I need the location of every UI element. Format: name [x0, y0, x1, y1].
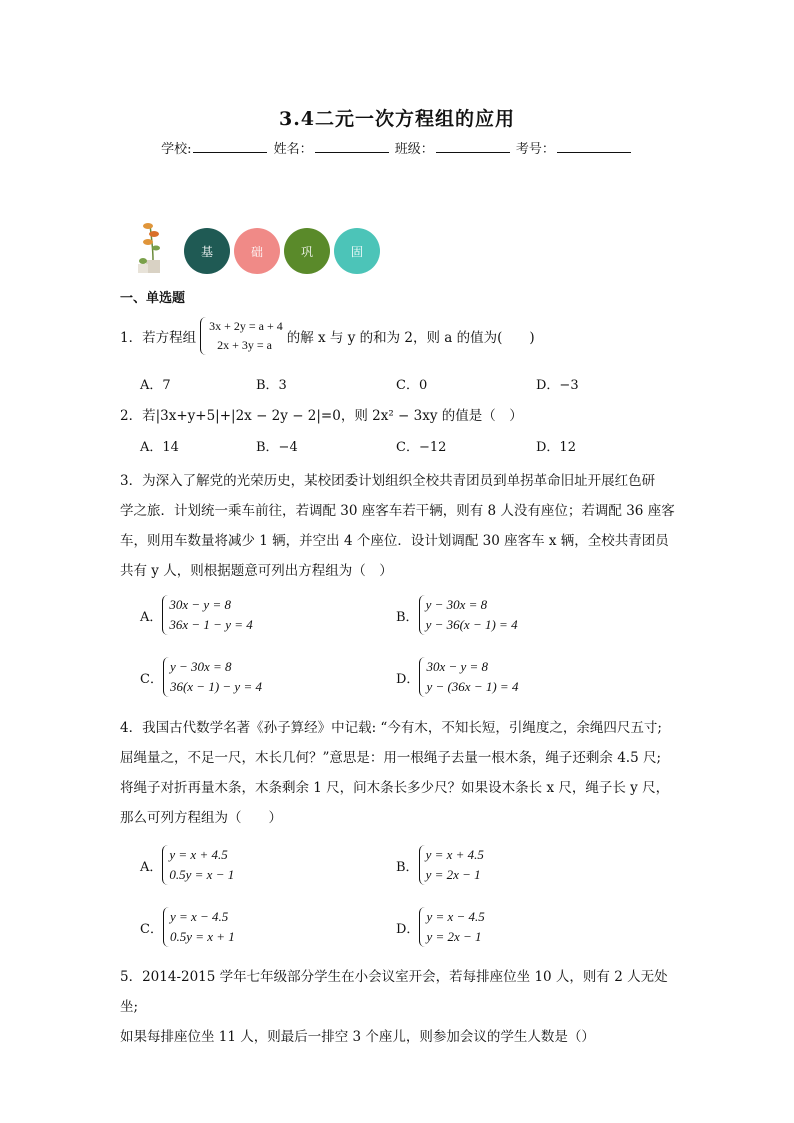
q5-line: 5．2014-2015 学年七年级部分学生在小会议室开会，若每排座位坐 10 人，则有 2 人无处坐;	[120, 969, 668, 1015]
q3-option-d-system	[419, 657, 518, 697]
q3d-eq2: y − (36x − 1) = 4	[426, 679, 519, 694]
q4-line: 4．我国古代数学名著《孙子算经》中记载: “今有木，不知长短，引绳度之，余绳四尺五寸;	[120, 720, 662, 736]
q3b-eq1: y − 30x = 8	[425, 597, 488, 612]
q3-line: 车，则用车数量将减少 1 辆，并空出 4 个座位．设计划调配 30 座客车 x 辆，全校共青团员	[120, 533, 669, 549]
q3-option-b-label: B．	[396, 609, 419, 625]
q4-option-a[interactable]	[140, 845, 234, 885]
student-info-line	[0, 138, 794, 157]
question-2: 2．若|3x+y+5|+|2x − 2y − 2|=0，则 2x² − 3xy 的值是（ ）	[120, 408, 523, 424]
q3a-eq2: 36x − 1 − y = 4	[169, 617, 253, 632]
question-1	[120, 316, 535, 356]
question-5	[120, 962, 680, 1052]
q1-suffix: 的解 x 与 y 的和为 2，则 a 的值为( )	[286, 330, 535, 346]
q4-option-b[interactable]	[396, 845, 484, 885]
q4-option-a-system	[162, 845, 234, 885]
q3b-eq2: y − 36(x − 1) = 4	[425, 617, 518, 632]
plant-icon	[136, 216, 176, 276]
q4-option-d-label: D．	[396, 921, 420, 937]
q3-line: 共有 y 人，则根据题意可列出方程组为（ ）	[120, 563, 393, 579]
q3-option-d[interactable]	[396, 657, 518, 697]
q5-line: 如果每排座位坐 11 人，则最后一排空 3 个座儿，则参加会议的学生人数是（）	[120, 1029, 595, 1045]
q3-line: 学之旅．计划统一乘车前往，若调配 30 座客车若干辆，则有 8 人没有座位；若调配 36 座客	[120, 503, 675, 519]
q1-option-b[interactable]: B．3	[256, 378, 287, 393]
badge-gu-label: 固	[350, 244, 363, 259]
q4-option-b-system	[419, 845, 484, 885]
q1-prefix: 1．若方程组	[120, 330, 197, 346]
section-heading: 一、单选题	[120, 291, 186, 306]
q4-option-c-label: C．	[140, 921, 163, 937]
q3-option-a-label: A．	[140, 609, 163, 625]
q3-option-b[interactable]	[396, 595, 518, 635]
q4-option-d-system	[419, 907, 484, 947]
badge-gu	[334, 228, 380, 274]
q3-option-c[interactable]	[140, 657, 262, 697]
q3c-eq2: 36(x − 1) − y = 4	[169, 679, 262, 694]
q1-option-a[interactable]: A．7	[140, 378, 171, 393]
q3c-eq1: y − 30x = 8	[169, 659, 232, 674]
q4a-eq2: 0.5y = x − 1	[169, 867, 235, 882]
q1-option-d[interactable]: D．−3	[536, 378, 579, 393]
q3-option-d-label: D．	[396, 671, 420, 687]
q3-option-b-system	[419, 595, 518, 635]
badge-gong	[284, 228, 330, 274]
q4a-eq1: y = x + 4.5	[169, 847, 228, 862]
question-4	[120, 713, 680, 833]
q4-option-d[interactable]	[396, 907, 485, 947]
q3a-eq1: 30x − y = 8	[169, 597, 231, 612]
class-label: 班级：	[394, 142, 434, 157]
q3-line: 3．为深入了解党的光荣历史，某校团委计划组织全校共青团员到单拐革命旧址开展红色研	[120, 473, 656, 489]
q4-option-c-system	[163, 907, 235, 947]
badge-gong-label: 巩	[300, 244, 313, 259]
q4-line: 将绳子对折再量木条，木条剩余 1 尺，问木条长多少尺？如果设木条长 x 尺，绳子长 y 尺，	[120, 780, 670, 796]
q4c-eq1: y = x − 4.5	[169, 909, 229, 924]
exam-no-blank[interactable]	[557, 140, 631, 153]
badge-chu-label: 础	[250, 244, 263, 259]
badge-ji	[184, 228, 230, 274]
q4-line: 那么可列方程组为（ ）	[120, 810, 282, 826]
school-blank[interactable]	[193, 140, 267, 153]
q3-option-a[interactable]	[140, 595, 253, 635]
q4c-eq2: 0.5y = x + 1	[169, 929, 235, 944]
badge-ji-label: 基	[200, 244, 213, 259]
q4-line: 屈绳量之，不足一尺，木长几何？”意思是：用一根绳子去量一根木条，绳子还剩余 4.5 尺;	[120, 750, 662, 766]
class-blank[interactable]	[436, 140, 510, 153]
q3-option-a-system	[162, 595, 252, 635]
q1-eq2: 2x + 3y = a	[217, 338, 272, 352]
q4-option-c[interactable]	[140, 907, 235, 947]
q2-option-c[interactable]: C．−12	[396, 440, 447, 455]
q2-option-d[interactable]: D．12	[536, 440, 576, 455]
q4b-eq2: y = 2x − 1	[425, 867, 481, 882]
q4b-eq1: y = x + 4.5	[425, 847, 484, 862]
q4d-eq1: y = x − 4.5	[426, 909, 485, 924]
q2-option-a[interactable]: A．14	[140, 440, 179, 455]
q1-eq1: 3x + 2y = a + 4	[209, 319, 283, 333]
q4-option-a-label: A．	[140, 859, 163, 875]
school-label: 学校:	[161, 142, 192, 157]
exam-no-label: 考号：	[515, 142, 555, 157]
q3-option-c-label: C．	[140, 671, 163, 687]
page-title: 3.4二元一次方程组的应用	[278, 108, 516, 130]
badge-chu	[234, 228, 280, 274]
q3-option-c-system	[163, 657, 262, 697]
q4-option-b-label: B．	[396, 859, 419, 875]
question-3	[120, 466, 680, 586]
q2-option-b[interactable]: B．−4	[256, 440, 298, 455]
name-label: 姓名：	[273, 142, 313, 157]
q1-system	[200, 317, 283, 355]
q4d-eq2: y = 2x − 1	[426, 929, 482, 944]
q3d-eq1: 30x − y = 8	[426, 659, 489, 674]
q1-option-c[interactable]: C．0	[396, 378, 428, 393]
name-blank[interactable]	[315, 140, 389, 153]
